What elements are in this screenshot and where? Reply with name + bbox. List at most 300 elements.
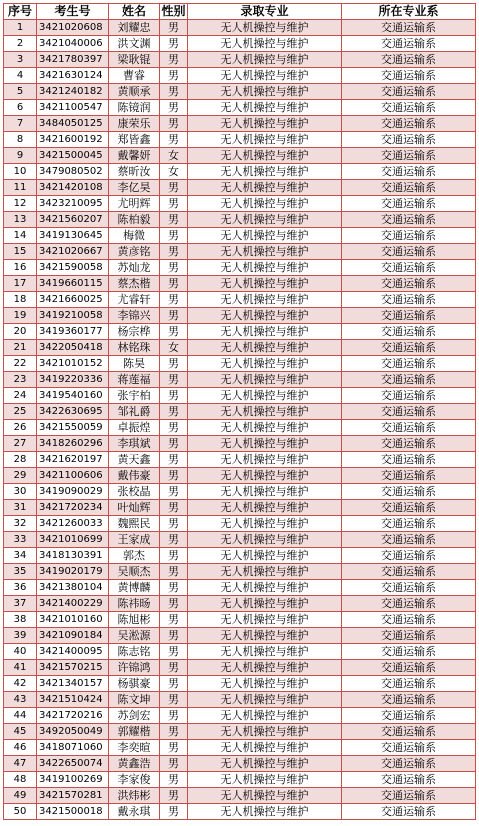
cell-department: 交通运输系 xyxy=(342,708,476,724)
cell-exam-id: 3421040006 xyxy=(37,36,109,52)
cell-department: 交通运输系 xyxy=(342,68,476,84)
table-row xyxy=(4,580,476,596)
cell-gender: 男 xyxy=(160,324,188,340)
table-row xyxy=(4,660,476,676)
cell-name: 卓振煌 xyxy=(109,420,160,436)
cell-name: 陈昊 xyxy=(109,356,160,372)
cell-major: 无人机操控与维护 xyxy=(188,212,342,228)
cell-department: 交通运输系 xyxy=(342,404,476,420)
cell-name: 陈文坤 xyxy=(109,692,160,708)
cell-exam-id: 3421260033 xyxy=(37,516,109,532)
cell-department: 交通运输系 xyxy=(342,420,476,436)
cell-gender: 女 xyxy=(160,340,188,356)
cell-index: 10 xyxy=(4,164,37,180)
cell-exam-id: 3421100547 xyxy=(37,100,109,116)
cell-major: 无人机操控与维护 xyxy=(188,596,342,612)
cell-gender: 男 xyxy=(160,196,188,212)
cell-index: 30 xyxy=(4,484,37,500)
cell-index: 31 xyxy=(4,500,37,516)
cell-index: 17 xyxy=(4,276,37,292)
cell-name: 魏熙民 xyxy=(109,516,160,532)
cell-major: 无人机操控与维护 xyxy=(188,516,342,532)
cell-department: 交通运输系 xyxy=(342,692,476,708)
cell-major: 无人机操控与维护 xyxy=(188,804,342,820)
cell-department: 交通运输系 xyxy=(342,164,476,180)
cell-exam-id: 3421380104 xyxy=(37,580,109,596)
cell-name: 吴淞源 xyxy=(109,628,160,644)
cell-gender: 男 xyxy=(160,100,188,116)
cell-major: 无人机操控与维护 xyxy=(188,84,342,100)
cell-name: 李亿昊 xyxy=(109,180,160,196)
table-row xyxy=(4,772,476,788)
cell-index: 50 xyxy=(4,804,37,820)
cell-gender: 男 xyxy=(160,692,188,708)
cell-gender: 男 xyxy=(160,676,188,692)
table-row xyxy=(4,532,476,548)
cell-exam-id: 3421780397 xyxy=(37,52,109,68)
table-row xyxy=(4,100,476,116)
table-row xyxy=(4,724,476,740)
cell-department: 交通运输系 xyxy=(342,612,476,628)
table-row xyxy=(4,292,476,308)
table-row xyxy=(4,708,476,724)
cell-index: 35 xyxy=(4,564,37,580)
cell-major: 无人机操控与维护 xyxy=(188,404,342,420)
table-row xyxy=(4,68,476,84)
cell-department: 交通运输系 xyxy=(342,356,476,372)
table-row xyxy=(4,308,476,324)
cell-gender: 男 xyxy=(160,452,188,468)
cell-index: 40 xyxy=(4,644,37,660)
cell-department: 交通运输系 xyxy=(342,532,476,548)
cell-index: 38 xyxy=(4,612,37,628)
cell-exam-id: 3421720234 xyxy=(37,500,109,516)
cell-name: 陈旭彬 xyxy=(109,612,160,628)
cell-name: 王家成 xyxy=(109,532,160,548)
cell-index: 2 xyxy=(4,36,37,52)
cell-name: 李琪斌 xyxy=(109,436,160,452)
cell-name: 黄鑫浩 xyxy=(109,756,160,772)
cell-major: 无人机操控与维护 xyxy=(188,420,342,436)
table-row xyxy=(4,596,476,612)
cell-index: 4 xyxy=(4,68,37,84)
table-row xyxy=(4,228,476,244)
cell-index: 32 xyxy=(4,516,37,532)
cell-major: 无人机操控与维护 xyxy=(188,228,342,244)
cell-department: 交通运输系 xyxy=(342,212,476,228)
cell-exam-id: 3422650074 xyxy=(37,756,109,772)
cell-department: 交通运输系 xyxy=(342,724,476,740)
cell-exam-id: 3421660025 xyxy=(37,292,109,308)
cell-name: 杨宗桦 xyxy=(109,324,160,340)
cell-name: 李奕暄 xyxy=(109,740,160,756)
cell-exam-id: 3421090184 xyxy=(37,628,109,644)
cell-department: 交通运输系 xyxy=(342,372,476,388)
cell-gender: 男 xyxy=(160,628,188,644)
cell-exam-id: 3419090029 xyxy=(37,484,109,500)
cell-name: 陈柏毅 xyxy=(109,212,160,228)
cell-gender: 男 xyxy=(160,484,188,500)
cell-index: 21 xyxy=(4,340,37,356)
table-row xyxy=(4,452,476,468)
cell-gender: 男 xyxy=(160,308,188,324)
cell-name: 苏灿龙 xyxy=(109,260,160,276)
cell-gender: 男 xyxy=(160,564,188,580)
cell-index: 15 xyxy=(4,244,37,260)
cell-gender: 男 xyxy=(160,84,188,100)
cell-name: 陈志铭 xyxy=(109,644,160,660)
cell-department: 交通运输系 xyxy=(342,660,476,676)
cell-name: 林铭珠 xyxy=(109,340,160,356)
table-row xyxy=(4,148,476,164)
cell-major: 无人机操控与维护 xyxy=(188,708,342,724)
cell-major: 无人机操控与维护 xyxy=(188,772,342,788)
cell-department: 交通运输系 xyxy=(342,324,476,340)
table-row xyxy=(4,84,476,100)
table-row xyxy=(4,164,476,180)
cell-name: 郭杰 xyxy=(109,548,160,564)
cell-department: 交通运输系 xyxy=(342,564,476,580)
header-major: 录取专业 xyxy=(188,4,342,20)
cell-exam-id: 3421550059 xyxy=(37,420,109,436)
cell-major: 无人机操控与维护 xyxy=(188,100,342,116)
cell-major: 无人机操控与维护 xyxy=(188,388,342,404)
cell-major: 无人机操控与维护 xyxy=(188,116,342,132)
cell-name: 黄博麟 xyxy=(109,580,160,596)
cell-gender: 男 xyxy=(160,212,188,228)
cell-department: 交通运输系 xyxy=(342,596,476,612)
cell-department: 交通运输系 xyxy=(342,260,476,276)
cell-gender: 男 xyxy=(160,388,188,404)
cell-index: 47 xyxy=(4,756,37,772)
cell-exam-id: 3421400095 xyxy=(37,644,109,660)
cell-department: 交通运输系 xyxy=(342,740,476,756)
cell-name: 陈镜润 xyxy=(109,100,160,116)
cell-exam-id: 3484050125 xyxy=(37,116,109,132)
cell-index: 3 xyxy=(4,52,37,68)
cell-name: 陈祎旸 xyxy=(109,596,160,612)
cell-index: 24 xyxy=(4,388,37,404)
cell-exam-id: 3421400229 xyxy=(37,596,109,612)
cell-department: 交通运输系 xyxy=(342,676,476,692)
cell-department: 交通运输系 xyxy=(342,292,476,308)
cell-gender: 男 xyxy=(160,276,188,292)
cell-gender: 男 xyxy=(160,116,188,132)
cell-exam-id: 3421560207 xyxy=(37,212,109,228)
cell-name: 郭耀楷 xyxy=(109,724,160,740)
cell-major: 无人机操控与维护 xyxy=(188,164,342,180)
cell-exam-id: 3421590058 xyxy=(37,260,109,276)
table-row xyxy=(4,20,476,36)
cell-department: 交通运输系 xyxy=(342,628,476,644)
cell-gender: 女 xyxy=(160,148,188,164)
cell-index: 41 xyxy=(4,660,37,676)
cell-exam-id: 3421020608 xyxy=(37,20,109,36)
table-row xyxy=(4,244,476,260)
cell-index: 44 xyxy=(4,708,37,724)
table-row xyxy=(4,116,476,132)
cell-major: 无人机操控与维护 xyxy=(188,452,342,468)
cell-index: 12 xyxy=(4,196,37,212)
cell-major: 无人机操控与维护 xyxy=(188,612,342,628)
cell-index: 14 xyxy=(4,228,37,244)
cell-name: 杨骐豪 xyxy=(109,676,160,692)
cell-gender: 男 xyxy=(160,596,188,612)
cell-name: 郑皆鑫 xyxy=(109,132,160,148)
header-index: 序号 xyxy=(4,4,37,20)
cell-major: 无人机操控与维护 xyxy=(188,324,342,340)
table-row xyxy=(4,340,476,356)
table-row xyxy=(4,756,476,772)
cell-exam-id: 3419130645 xyxy=(37,228,109,244)
admission-table xyxy=(3,3,476,820)
cell-major: 无人机操控与维护 xyxy=(188,132,342,148)
cell-major: 无人机操控与维护 xyxy=(188,276,342,292)
cell-index: 1 xyxy=(4,20,37,36)
cell-index: 48 xyxy=(4,772,37,788)
cell-exam-id: 3419660115 xyxy=(37,276,109,292)
cell-exam-id: 3418260296 xyxy=(37,436,109,452)
cell-major: 无人机操控与维护 xyxy=(188,500,342,516)
cell-index: 29 xyxy=(4,468,37,484)
cell-department: 交通运输系 xyxy=(342,484,476,500)
cell-department: 交通运输系 xyxy=(342,516,476,532)
cell-department: 交通运输系 xyxy=(342,804,476,820)
cell-department: 交通运输系 xyxy=(342,788,476,804)
table-row xyxy=(4,484,476,500)
cell-gender: 男 xyxy=(160,68,188,84)
cell-major: 无人机操控与维护 xyxy=(188,724,342,740)
cell-department: 交通运输系 xyxy=(342,132,476,148)
cell-name: 黄彦铭 xyxy=(109,244,160,260)
table-row xyxy=(4,612,476,628)
cell-exam-id: 3419210058 xyxy=(37,308,109,324)
cell-name: 邹礼爵 xyxy=(109,404,160,420)
table-row xyxy=(4,212,476,228)
cell-department: 交通运输系 xyxy=(342,148,476,164)
cell-department: 交通运输系 xyxy=(342,340,476,356)
cell-index: 7 xyxy=(4,116,37,132)
cell-index: 18 xyxy=(4,292,37,308)
cell-gender: 男 xyxy=(160,788,188,804)
cell-major: 无人机操控与维护 xyxy=(188,36,342,52)
cell-department: 交通运输系 xyxy=(342,452,476,468)
cell-exam-id: 3421340157 xyxy=(37,676,109,692)
cell-department: 交通运输系 xyxy=(342,644,476,660)
cell-major: 无人机操控与维护 xyxy=(188,548,342,564)
cell-major: 无人机操控与维护 xyxy=(188,660,342,676)
cell-gender: 男 xyxy=(160,724,188,740)
cell-exam-id: 3423210095 xyxy=(37,196,109,212)
table-row xyxy=(4,436,476,452)
cell-major: 无人机操控与维护 xyxy=(188,740,342,756)
cell-major: 无人机操控与维护 xyxy=(188,468,342,484)
cell-department: 交通运输系 xyxy=(342,228,476,244)
cell-exam-id: 3421500045 xyxy=(37,148,109,164)
cell-major: 无人机操控与维护 xyxy=(188,308,342,324)
table-row xyxy=(4,548,476,564)
table-row xyxy=(4,36,476,52)
cell-major: 无人机操控与维护 xyxy=(188,148,342,164)
cell-index: 5 xyxy=(4,84,37,100)
cell-name: 刘耀忠 xyxy=(109,20,160,36)
table-row xyxy=(4,644,476,660)
cell-major: 无人机操控与维护 xyxy=(188,20,342,36)
cell-major: 无人机操控与维护 xyxy=(188,68,342,84)
cell-gender: 男 xyxy=(160,436,188,452)
cell-gender: 男 xyxy=(160,420,188,436)
cell-gender: 男 xyxy=(160,260,188,276)
cell-exam-id: 3422050418 xyxy=(37,340,109,356)
table-row xyxy=(4,196,476,212)
cell-name: 梅微 xyxy=(109,228,160,244)
header-department: 所在专业系 xyxy=(342,4,476,20)
cell-gender: 女 xyxy=(160,164,188,180)
cell-index: 19 xyxy=(4,308,37,324)
cell-name: 蔡杰楷 xyxy=(109,276,160,292)
cell-department: 交通运输系 xyxy=(342,276,476,292)
table-row xyxy=(4,260,476,276)
cell-department: 交通运输系 xyxy=(342,308,476,324)
cell-department: 交通运输系 xyxy=(342,500,476,516)
cell-gender: 男 xyxy=(160,772,188,788)
cell-index: 8 xyxy=(4,132,37,148)
header-exam-id: 考生号 xyxy=(37,4,109,20)
cell-gender: 男 xyxy=(160,660,188,676)
table-body xyxy=(4,20,476,820)
cell-gender: 男 xyxy=(160,228,188,244)
table-row xyxy=(4,676,476,692)
cell-gender: 男 xyxy=(160,20,188,36)
cell-exam-id: 3421500018 xyxy=(37,804,109,820)
cell-index: 45 xyxy=(4,724,37,740)
cell-name: 尤睿轩 xyxy=(109,292,160,308)
cell-gender: 男 xyxy=(160,372,188,388)
cell-name: 张校晶 xyxy=(109,484,160,500)
cell-exam-id: 3421600192 xyxy=(37,132,109,148)
cell-gender: 男 xyxy=(160,756,188,772)
cell-department: 交通运输系 xyxy=(342,388,476,404)
cell-name: 洪文渊 xyxy=(109,36,160,52)
cell-major: 无人机操控与维护 xyxy=(188,532,342,548)
cell-exam-id: 3479080502 xyxy=(37,164,109,180)
cell-department: 交通运输系 xyxy=(342,436,476,452)
cell-major: 无人机操控与维护 xyxy=(188,340,342,356)
cell-major: 无人机操控与维护 xyxy=(188,372,342,388)
header-name: 姓名 xyxy=(109,4,160,20)
cell-name: 洪炜彬 xyxy=(109,788,160,804)
cell-major: 无人机操控与维护 xyxy=(188,260,342,276)
cell-name: 李家俊 xyxy=(109,772,160,788)
cell-exam-id: 3421720216 xyxy=(37,708,109,724)
cell-index: 25 xyxy=(4,404,37,420)
cell-department: 交通运输系 xyxy=(342,84,476,100)
cell-index: 46 xyxy=(4,740,37,756)
cell-exam-id: 3421100606 xyxy=(37,468,109,484)
cell-index: 22 xyxy=(4,356,37,372)
cell-major: 无人机操控与维护 xyxy=(188,692,342,708)
cell-name: 戴伟豪 xyxy=(109,468,160,484)
cell-exam-id: 3421020667 xyxy=(37,244,109,260)
cell-index: 28 xyxy=(4,452,37,468)
cell-exam-id: 3421620197 xyxy=(37,452,109,468)
table-row xyxy=(4,500,476,516)
cell-department: 交通运输系 xyxy=(342,772,476,788)
cell-major: 无人机操控与维护 xyxy=(188,196,342,212)
cell-department: 交通运输系 xyxy=(342,548,476,564)
table-row xyxy=(4,132,476,148)
table-row xyxy=(4,692,476,708)
cell-exam-id: 3419540160 xyxy=(37,388,109,404)
cell-exam-id: 3492050049 xyxy=(37,724,109,740)
table-row xyxy=(4,372,476,388)
cell-major: 无人机操控与维护 xyxy=(188,484,342,500)
cell-name: 曹睿 xyxy=(109,68,160,84)
table-row xyxy=(4,804,476,820)
table-row xyxy=(4,52,476,68)
table-row xyxy=(4,788,476,804)
cell-index: 37 xyxy=(4,596,37,612)
cell-exam-id: 3422630695 xyxy=(37,404,109,420)
cell-index: 36 xyxy=(4,580,37,596)
cell-gender: 男 xyxy=(160,36,188,52)
cell-major: 无人机操控与维护 xyxy=(188,52,342,68)
cell-department: 交通运输系 xyxy=(342,100,476,116)
cell-exam-id: 3418071060 xyxy=(37,740,109,756)
cell-department: 交通运输系 xyxy=(342,116,476,132)
cell-gender: 男 xyxy=(160,180,188,196)
cell-name: 吴顺杰 xyxy=(109,564,160,580)
cell-exam-id: 3421420108 xyxy=(37,180,109,196)
cell-gender: 男 xyxy=(160,708,188,724)
cell-index: 11 xyxy=(4,180,37,196)
cell-gender: 男 xyxy=(160,404,188,420)
header-gender: 性别 xyxy=(161,4,186,18)
cell-name: 尤明辉 xyxy=(109,196,160,212)
cell-exam-id: 3419220336 xyxy=(37,372,109,388)
cell-department: 交通运输系 xyxy=(342,468,476,484)
cell-major: 无人机操控与维护 xyxy=(188,676,342,692)
cell-exam-id: 3421510424 xyxy=(37,692,109,708)
cell-exam-id: 3419360177 xyxy=(37,324,109,340)
cell-index: 49 xyxy=(4,788,37,804)
cell-name: 李锦兴 xyxy=(109,308,160,324)
cell-name: 叶灿辉 xyxy=(109,500,160,516)
cell-department: 交通运输系 xyxy=(342,196,476,212)
cell-gender: 男 xyxy=(160,500,188,516)
table-row xyxy=(4,628,476,644)
table-row xyxy=(4,516,476,532)
cell-name: 戴馨妍 xyxy=(109,148,160,164)
cell-index: 20 xyxy=(4,324,37,340)
cell-index: 43 xyxy=(4,692,37,708)
cell-exam-id: 3421630124 xyxy=(37,68,109,84)
cell-major: 无人机操控与维护 xyxy=(188,628,342,644)
cell-department: 交通运输系 xyxy=(342,756,476,772)
cell-exam-id: 3421010152 xyxy=(37,356,109,372)
cell-exam-id: 3421010699 xyxy=(37,532,109,548)
cell-name: 蒋莲福 xyxy=(109,372,160,388)
cell-gender: 男 xyxy=(160,516,188,532)
cell-index: 33 xyxy=(4,532,37,548)
table-row xyxy=(4,356,476,372)
header-row xyxy=(4,4,476,20)
cell-index: 26 xyxy=(4,420,37,436)
cell-gender: 男 xyxy=(160,548,188,564)
cell-gender: 男 xyxy=(160,612,188,628)
cell-gender: 男 xyxy=(160,132,188,148)
table-row xyxy=(4,404,476,420)
